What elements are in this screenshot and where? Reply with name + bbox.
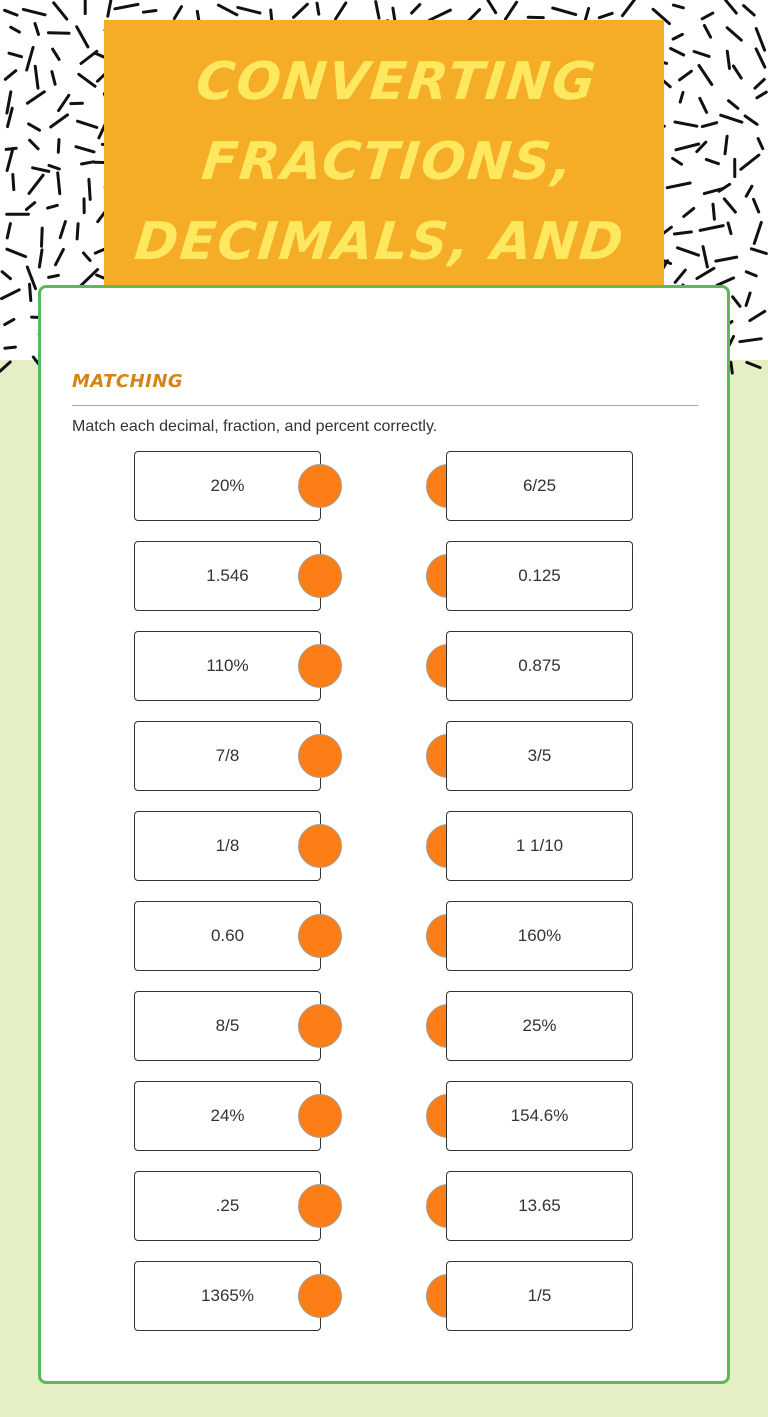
right-item: 3/5 xyxy=(446,721,633,791)
pattern-dash xyxy=(143,11,156,13)
pattern-dash xyxy=(59,95,69,110)
pattern-dash xyxy=(727,28,741,40)
pattern-dash xyxy=(49,165,59,169)
match-row xyxy=(41,1261,727,1331)
pattern-dash xyxy=(675,122,697,126)
pattern-dash xyxy=(678,248,699,255)
left-connector-dot[interactable] xyxy=(298,644,342,688)
pattern-dash xyxy=(727,51,729,68)
pattern-dash xyxy=(82,162,94,164)
left-item: 20% xyxy=(134,451,321,521)
pattern-dash xyxy=(5,10,18,15)
pattern-dash xyxy=(6,148,16,149)
pattern-dash xyxy=(706,159,718,163)
pattern-dash xyxy=(11,27,20,32)
pattern-dash xyxy=(412,5,420,14)
pattern-dash xyxy=(746,272,756,276)
pattern-dash xyxy=(674,232,691,234)
section-title: MATCHING xyxy=(72,371,184,392)
right-item: 0.875 xyxy=(446,631,633,701)
pattern-dash xyxy=(622,0,634,16)
pattern-dash xyxy=(33,168,49,172)
pattern-dash xyxy=(218,5,237,15)
pattern-dash xyxy=(758,139,763,149)
left-item: 1.546 xyxy=(134,541,321,611)
right-item: 1/5 xyxy=(446,1261,633,1331)
pattern-dash xyxy=(49,275,59,277)
pattern-dash xyxy=(729,101,738,109)
left-item: 1/8 xyxy=(134,811,321,881)
match-row xyxy=(41,901,727,971)
pattern-dash xyxy=(700,98,707,112)
pattern-dash xyxy=(238,7,260,13)
pattern-dash xyxy=(76,147,94,152)
left-item: 0.60 xyxy=(134,901,321,971)
pattern-dash xyxy=(756,29,764,51)
pattern-dash xyxy=(721,115,742,122)
match-row xyxy=(41,541,727,611)
pattern-dash xyxy=(39,250,42,267)
pattern-dash xyxy=(7,224,10,238)
page-title: CONVERTING FRACTIONS, DECIMALS, AND xyxy=(131,52,628,272)
left-connector-dot[interactable] xyxy=(298,1274,342,1318)
match-row xyxy=(41,631,727,701)
pattern-dash xyxy=(58,173,60,194)
pattern-dash xyxy=(35,24,39,35)
pattern-dash xyxy=(553,8,576,15)
pattern-dash xyxy=(23,9,45,14)
pattern-dash xyxy=(702,13,713,19)
match-row xyxy=(41,811,727,881)
left-connector-dot[interactable] xyxy=(298,464,342,508)
pattern-dash xyxy=(756,49,765,67)
left-item: 24% xyxy=(134,1081,321,1151)
right-item: 0.125 xyxy=(446,541,633,611)
pattern-dash xyxy=(27,47,33,70)
pattern-dash xyxy=(700,226,723,231)
pattern-dash xyxy=(694,52,709,57)
pattern-dash xyxy=(750,311,765,320)
pattern-dash xyxy=(713,204,714,219)
pattern-dash xyxy=(5,71,16,80)
pattern-dash xyxy=(294,4,308,17)
pattern-dash xyxy=(673,5,683,8)
left-item: 110% xyxy=(134,631,321,701)
pattern-dash xyxy=(724,199,735,212)
pattern-dash xyxy=(29,124,40,130)
pattern-dash xyxy=(7,249,26,256)
pattern-dash xyxy=(78,121,97,127)
pattern-dash xyxy=(35,66,38,88)
left-connector-dot[interactable] xyxy=(298,1184,342,1228)
match-row xyxy=(41,1171,727,1241)
match-row xyxy=(41,721,727,791)
left-connector-dot[interactable] xyxy=(298,914,342,958)
pattern-dash xyxy=(317,3,319,14)
pattern-dash xyxy=(746,293,750,305)
pattern-dash xyxy=(716,257,737,261)
pattern-dash xyxy=(599,13,612,17)
title-banner xyxy=(104,20,664,300)
pattern-dash xyxy=(2,272,10,279)
pattern-dash xyxy=(52,72,55,85)
pattern-dash xyxy=(676,144,699,150)
pattern-dash xyxy=(667,183,690,188)
right-item: 1 1/10 xyxy=(446,811,633,881)
left-connector-dot[interactable] xyxy=(298,824,342,868)
instructions-text: Match each decimal, fraction, and percent correctly. xyxy=(72,418,438,435)
pattern-dash xyxy=(84,253,91,261)
pattern-dash xyxy=(5,347,16,348)
pattern-dash xyxy=(684,208,694,216)
right-item: 13.65 xyxy=(446,1171,633,1241)
pattern-dash xyxy=(115,4,138,8)
pattern-dash xyxy=(48,205,58,208)
pattern-dash xyxy=(671,49,684,56)
pattern-dash xyxy=(77,224,78,239)
pattern-dash xyxy=(680,71,692,80)
pattern-dash xyxy=(675,270,685,282)
pattern-dash xyxy=(58,140,59,153)
left-connector-dot[interactable] xyxy=(298,1094,342,1138)
pattern-dash xyxy=(757,92,766,98)
pattern-dash xyxy=(26,203,34,210)
pattern-dash xyxy=(699,66,712,85)
pattern-dash xyxy=(79,74,95,86)
pattern-dash xyxy=(747,362,760,367)
pattern-dash xyxy=(7,92,11,113)
left-item: 1365% xyxy=(134,1261,321,1331)
match-row xyxy=(41,451,727,521)
pattern-dash xyxy=(27,92,44,104)
pattern-dash xyxy=(680,92,683,102)
pattern-dash xyxy=(56,249,64,264)
match-row xyxy=(41,991,727,1061)
pattern-dash xyxy=(13,175,14,190)
matching-card xyxy=(38,285,730,1384)
pattern-dash xyxy=(754,222,761,243)
pattern-dash xyxy=(733,66,741,78)
pattern-dash xyxy=(702,123,716,127)
pattern-dash xyxy=(744,6,755,15)
pattern-dash xyxy=(29,175,43,193)
left-item: 7/8 xyxy=(134,721,321,791)
pattern-dash xyxy=(726,0,737,13)
pattern-dash xyxy=(673,34,682,39)
match-row xyxy=(41,1081,727,1151)
pattern-dash xyxy=(740,339,761,342)
right-item: 25% xyxy=(446,991,633,1061)
pattern-dash xyxy=(725,136,727,154)
pattern-dash xyxy=(80,270,97,287)
pattern-dash xyxy=(745,116,757,124)
right-item: 6/25 xyxy=(446,451,633,521)
pattern-dash xyxy=(754,199,759,212)
pattern-dash xyxy=(51,115,68,127)
pattern-dash xyxy=(5,319,14,324)
section-divider xyxy=(72,405,698,406)
pattern-dash xyxy=(697,268,714,278)
right-item: 160% xyxy=(446,901,633,971)
pattern-dash xyxy=(704,26,710,38)
right-item: 154.6% xyxy=(446,1081,633,1151)
pattern-dash xyxy=(77,27,88,47)
left-item: 8/5 xyxy=(134,991,321,1061)
pattern-dash xyxy=(42,228,43,246)
pattern-dash xyxy=(429,10,450,20)
pattern-dash xyxy=(376,2,379,19)
pattern-dash xyxy=(108,0,111,16)
pattern-dash xyxy=(741,155,759,169)
pattern-dash xyxy=(54,3,67,19)
pattern-dash xyxy=(89,179,90,199)
pattern-dash xyxy=(505,2,516,19)
pattern-dash xyxy=(53,49,60,59)
pattern-dash xyxy=(30,284,31,300)
pattern-dash xyxy=(0,362,10,371)
pattern-dash xyxy=(9,53,22,57)
pattern-dash xyxy=(746,186,752,196)
left-item: .25 xyxy=(134,1171,321,1241)
pattern-dash xyxy=(2,290,20,299)
pattern-dash xyxy=(174,7,181,19)
pattern-dash xyxy=(751,249,766,254)
pattern-dash xyxy=(733,297,740,307)
pattern-dash xyxy=(703,247,707,267)
left-connector-dot[interactable] xyxy=(298,1004,342,1048)
pattern-dash xyxy=(336,3,346,19)
pattern-dash xyxy=(488,0,496,13)
pattern-dash xyxy=(48,33,69,34)
pattern-dash xyxy=(30,140,38,149)
left-connector-dot[interactable] xyxy=(298,554,342,598)
pattern-dash xyxy=(728,223,731,234)
pattern-dash xyxy=(60,222,65,238)
pattern-dash xyxy=(755,79,764,88)
left-connector-dot[interactable] xyxy=(298,734,342,778)
pattern-dash xyxy=(673,158,682,164)
pattern-dash xyxy=(731,362,732,373)
pattern-dash xyxy=(7,150,13,171)
